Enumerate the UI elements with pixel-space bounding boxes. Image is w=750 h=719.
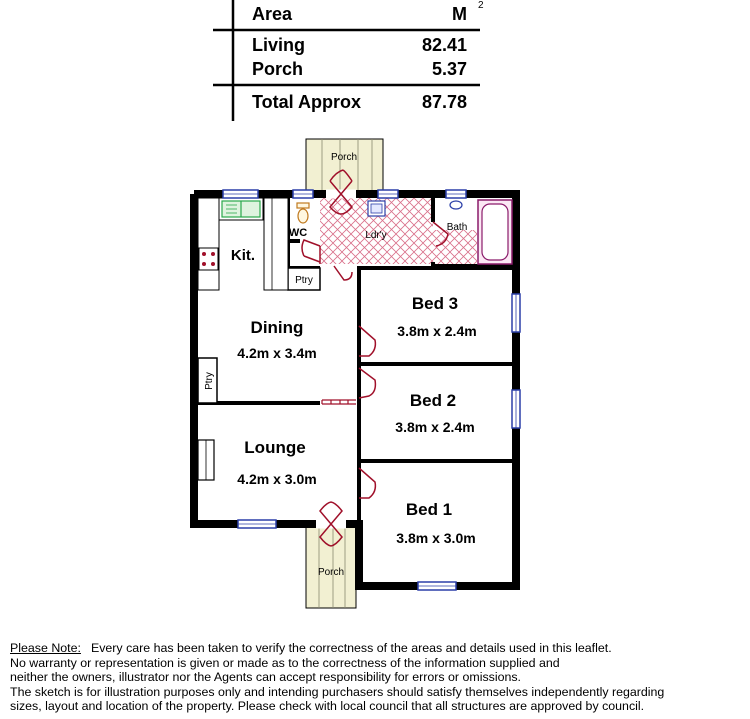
kitchen-label: Kit. [230, 247, 256, 264]
lounge-size: 4.2m x 3.0m [237, 471, 317, 487]
lounge-label: Lounge [244, 438, 306, 457]
bath-label: Bath [446, 222, 468, 233]
bed1-label: Bed 1 [405, 500, 453, 519]
sink-icon [222, 201, 260, 217]
porch-bottom [306, 524, 356, 608]
disclaimer-line: sizes, layout and location of the property. Please check with local council that all structures are approved by council. [10, 699, 645, 714]
area-total-value: 87.78 [421, 92, 467, 112]
disclaimer-line: neither the owners, illustrator nor the Agents can accept responsibility for errors or omissions. [10, 670, 522, 685]
area-header-label: Area [252, 4, 293, 24]
porch-bottom-label: Porch [317, 567, 345, 578]
porch-top-label: Porch [330, 152, 358, 163]
disclaimer-heading: Please Note: [10, 641, 81, 655]
area-row-name: Porch [252, 59, 304, 79]
area-total-name: Total Approx [252, 92, 361, 112]
bathtub-icon [478, 200, 512, 264]
pantry-side-label: Ptry [204, 372, 215, 390]
dining-size: 4.2m x 3.4m [237, 345, 317, 361]
laundry-label: Ldr'y [365, 230, 387, 241]
bed3-size: 3.8m x 2.4m [397, 323, 477, 339]
area-header-unit: M [452, 4, 467, 24]
disclaimer-text: Every care has been taken to verify the correctness of the areas and details used in this leaflet. [90, 641, 612, 655]
area-header-unit-sup: 2 [478, 0, 484, 11]
bed1-size: 3.8m x 3.0m [396, 530, 476, 546]
area-row-name: Living [252, 35, 305, 55]
area-row-value: 5.37 [431, 59, 467, 79]
disclaimer-line: No warranty or representation is given or made as to the correctness of the information supplied and [10, 655, 560, 670]
toilet-icon [297, 203, 309, 223]
cooktop-icon [199, 248, 218, 270]
disclaimer-line [10, 641, 740, 656]
area-row-value: 82.41 [421, 35, 467, 55]
bed3-label: Bed 3 [411, 294, 459, 313]
disclaimer-line: The sketch is for illustration purposes only and intending purchasers should satisfy themselves independently regarding [10, 684, 665, 699]
pantry-top-label: Ptry [295, 275, 313, 286]
bath-floor [433, 230, 477, 264]
dining-label: Dining [250, 318, 304, 337]
bed2-label: Bed 2 [409, 391, 457, 410]
disclaimer-note [10, 641, 740, 714]
wc-label: WC [288, 227, 308, 239]
dining-lounge-opening [322, 400, 356, 404]
basin-icon [450, 201, 462, 209]
trough-icon [368, 201, 385, 216]
area-table [213, 0, 484, 121]
bed2-size: 3.8m x 2.4m [395, 419, 475, 435]
porch-top [306, 139, 383, 192]
fireplace-icon [198, 440, 214, 480]
